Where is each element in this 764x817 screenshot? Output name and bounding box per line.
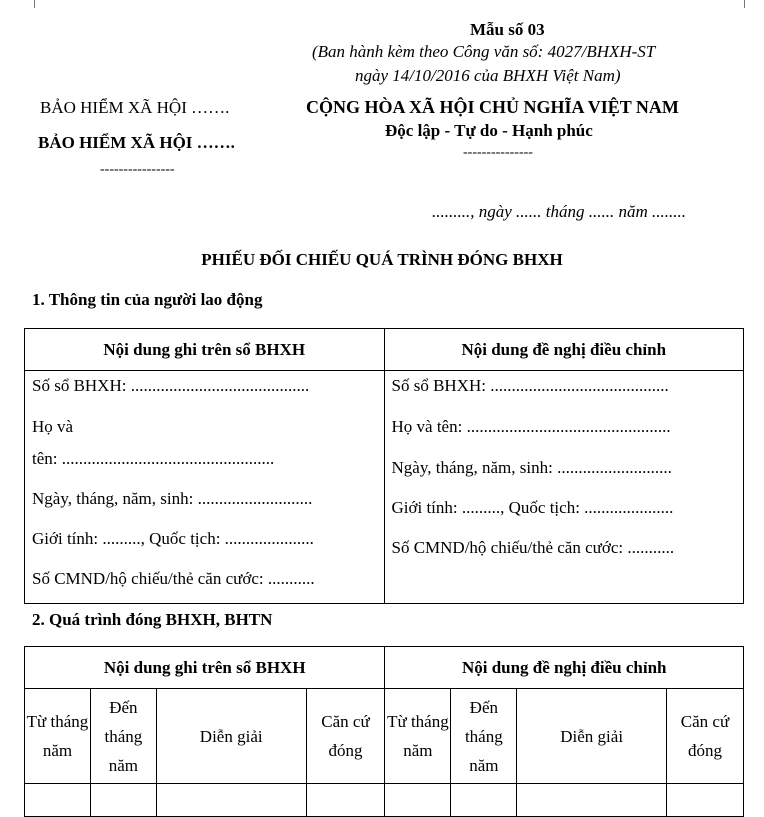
table2-header-right: Nội dung đề nghị điều chỉnh (385, 647, 744, 689)
table1-header-left: Nội dung ghi trên sổ BHXH (25, 329, 385, 371)
right-field-name: Họ và tên: ................................................ (391, 417, 671, 436)
table1-right-cell (384, 371, 744, 604)
table-row (25, 784, 744, 817)
left-field-book-number: Số sổ BHXH: .......................................... (32, 376, 310, 395)
col-to-month: Đến tháng năm (90, 689, 156, 784)
agency-underline: ---------------- (100, 162, 175, 177)
page-corner-mark-left (24, 0, 35, 8)
left-field-name: tên: .................................................. (32, 449, 275, 468)
col-from-month: Từ tháng năm (25, 689, 91, 784)
left-field-gender-nationality: Giới tính: ........., Quốc tịch: ..................... (32, 529, 314, 548)
worker-info-table (24, 328, 744, 604)
table1-left-cell (25, 371, 385, 604)
right-field-id-number: Số CMND/hộ chiếu/thẻ căn cước: ........... (391, 538, 675, 557)
agency-name-line1: BẢO HIỂM XÃ HỘI ……. (40, 98, 230, 117)
col-adjust-to-month: Đến tháng năm (451, 689, 517, 784)
page-corner-mark-right (744, 0, 755, 8)
col-basis: Căn cứ đóng (306, 689, 385, 784)
contribution-history-table (24, 646, 744, 817)
right-field-birthdate: Ngày, tháng, năm, sinh: ........................... (391, 458, 672, 477)
document-title: PHIẾU ĐỐI CHIẾU QUÁ TRÌNH ĐÓNG BHXH (201, 250, 563, 269)
col-adjust-from-month: Từ tháng năm (385, 689, 451, 784)
section1-heading: 1. Thông tin của người lao động (32, 290, 263, 309)
col-adjust-description: Diễn giải (517, 689, 667, 784)
table1-header-right: Nội dung đề nghị điều chỉnh (384, 329, 744, 371)
form-number: Mẫu số 03 (470, 20, 545, 39)
issued-note-line1: (Ban hành kèm theo Công văn số: 4027/BHXH-ST (312, 42, 656, 61)
table2-header-left: Nội dung ghi trên sổ BHXH (25, 647, 385, 689)
left-field-id-number: Số CMND/hộ chiếu/thẻ căn cước: ........... (32, 569, 315, 588)
motto: Độc lập - Tự do - Hạnh phúc (385, 121, 593, 140)
left-field-birthdate: Ngày, tháng, năm, sinh: ........................... (32, 489, 313, 508)
section2-heading: 2. Quá trình đóng BHXH, BHTN (32, 610, 273, 629)
col-adjust-basis: Căn cứ đóng (667, 689, 744, 784)
col-description: Diễn giải (156, 689, 306, 784)
agency-name-line2: BẢO HIỂM XÃ HỘI ……. (38, 133, 235, 152)
right-field-book-number: Số sổ BHXH: .......................................... (391, 376, 669, 395)
nation-title: CỘNG HÒA XÃ HỘI CHỦ NGHĨA VIỆT NAM (306, 97, 679, 117)
motto-underline: --------------- (463, 145, 533, 160)
left-field-name-label: Họ và (32, 417, 74, 436)
right-field-gender-nationality: Giới tính: ........., Quốc tịch: ..................... (391, 498, 674, 517)
date-line: ........., ngày ...... tháng ...... năm ........ (432, 202, 687, 221)
issued-note-line2: ngày 14/10/2016 của BHXH Việt Nam) (355, 66, 621, 85)
